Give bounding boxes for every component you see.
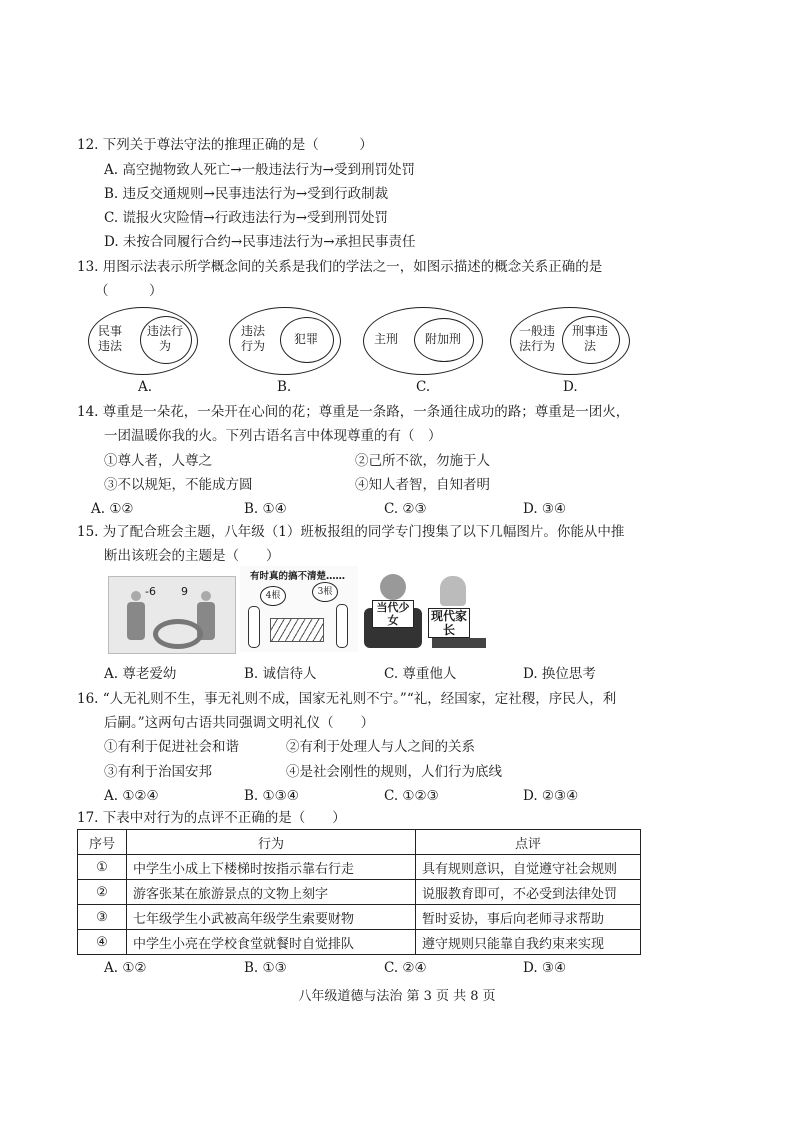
sticks-drawing (270, 618, 324, 642)
q14-item-2: ②己所不欲，勿施于人 (355, 453, 490, 469)
table-row (78, 880, 641, 905)
q14-item-3: ③不以规矩，不能成方圆 (104, 477, 253, 493)
q16-option-a: A. ①②④ (104, 788, 159, 804)
sign-board: 当代少女 (372, 600, 414, 628)
q15-option-c: C. 尊重他人 (384, 666, 457, 682)
q15-stem-cont: 断出该班会的主题是（ ） (104, 548, 280, 564)
header-behavior: 行为 (127, 830, 416, 855)
q15-picture-3 (362, 572, 424, 652)
q15-option-a: A. 尊老爱幼 (104, 666, 177, 682)
picture-caption: 有时真的搞不清楚…… (250, 571, 346, 582)
diagram-c-letter: C. (416, 379, 431, 395)
bench (432, 638, 486, 648)
q12-option-b: B. 违反交通规则→民事违法行为→受到行政制裁 (104, 186, 389, 202)
table-row (78, 905, 641, 930)
diagram-b-letter: B. (277, 379, 292, 395)
diagram-a-letter: A. (138, 379, 153, 395)
row-behavior: 七年级学生小武被高年级学生索要财物 (127, 905, 416, 930)
q14-stem-cont: 一团温暖你我的火。下列古语名言中体现尊重的有（ ） (104, 428, 442, 444)
diagram-a-outer-label: 民事违法 (97, 324, 122, 353)
q14-option-d: D. ③④ (523, 501, 567, 517)
q16-item-4: ④是社会刚性的规则，人们行为底线 (286, 764, 502, 780)
q15-stem: 15. 为了配合班会主题，八年级（1）班板报组的同学专门搜集了以下几幅图片。你能从中推 (77, 524, 625, 540)
q13-stem: 13. 用图示法表示所学概念间的关系是我们的学法之一，如图示描述的概念关系正确的是 (77, 259, 603, 275)
q15-picture-2 (240, 566, 358, 652)
row-comment: 具有规则意识，自觉遵守社会规则 (416, 855, 641, 880)
table-row (78, 855, 641, 880)
q17-option-a: A. ①② (104, 960, 147, 976)
q12-stem: 12. 下列关于尊法守法的推理正确的是（ ） (77, 137, 373, 153)
q17-option-b: B. ①③ (244, 960, 287, 976)
person-figure (248, 606, 260, 648)
header-comment: 点评 (416, 830, 641, 855)
q15-option-d: D. 换位思考 (523, 666, 596, 682)
diagram-c-outer-label: 主刑 (373, 332, 398, 346)
sign-board: 现代家长 (428, 608, 470, 638)
number-label: -6 (145, 585, 156, 598)
q16-stem: 16. “人无礼则不生，事无礼则不成，国家无礼则不宁。”“礼，经国家，定社稷，序民人，利 (77, 691, 617, 707)
row-comment: 说服教育即可，不必受到法律处罚 (416, 880, 641, 905)
digit-shape (153, 619, 203, 649)
q16-item-2: ②有利于处理人与人之间的关系 (286, 739, 475, 755)
page-footer: 八年级道德与法治 第 3 页 共 8 页 (298, 989, 496, 1004)
q14-option-c: C. ②③ (384, 501, 427, 517)
row-comment: 暂时妥协，事后向老师寻求帮助 (416, 905, 641, 930)
q17-stem: 17. 下表中对行为的点评不正确的是（ ） (77, 810, 346, 826)
row-index: ① (78, 855, 127, 880)
row-behavior: 中学生小成上下楼梯时按指示靠右行走 (127, 855, 416, 880)
number-label: 9 (181, 585, 188, 598)
diagram-b-inner-label: 犯罪 (293, 332, 318, 346)
q16-item-3: ③有利于治国安邦 (104, 764, 212, 780)
figure-head (380, 574, 406, 600)
q17-option-c: C. ②④ (384, 960, 427, 976)
diagram-a-inner-label: 违法行为 (146, 324, 183, 353)
table-header-row (78, 830, 641, 855)
q14-item-1: ①尊人者，人尊之 (104, 453, 212, 469)
table-row (78, 930, 641, 955)
q16-item-1: ①有利于促进社会和谐 (104, 739, 239, 755)
q15-picture-4 (426, 576, 488, 652)
header-index: 序号 (78, 830, 127, 855)
row-behavior: 中学生小亮在学校食堂就餐时自觉排队 (127, 930, 416, 955)
q17-option-d: D. ③④ (523, 960, 567, 976)
row-index: ③ (78, 905, 127, 930)
diagram-d-outer-label: 一般违法行为 (518, 324, 555, 353)
q14-item-4: ④知人者智，自知者明 (355, 477, 490, 493)
q14-option-b: B. ①④ (244, 501, 287, 517)
q16-option-c: C. ①②③ (384, 788, 439, 804)
q15-picture-1 (108, 576, 236, 654)
q16-option-b: B. ①③④ (244, 788, 299, 804)
speech-bubble: 3根 (312, 582, 338, 602)
diagram-c-inner-label: 附加刑 (424, 332, 461, 346)
figure-head (440, 576, 466, 606)
diagram-d-inner-label: 刑事违法 (571, 324, 608, 353)
q12-option-d: D. 未按合同履行合约→民事违法行为→承担民事责任 (104, 234, 416, 250)
row-behavior: 游客张某在旅游景点的文物上刻字 (127, 880, 416, 905)
speech-bubble: 4根 (260, 586, 286, 606)
row-index: ④ (78, 930, 127, 955)
q14-option-a: A. ①② (91, 501, 134, 517)
figure-head (131, 591, 141, 601)
person-figure (336, 604, 348, 648)
q17-table (77, 829, 641, 955)
diagram-d-letter: D. (563, 379, 578, 395)
row-index: ② (78, 880, 127, 905)
q16-stem-cont: 后嗣。”这两句古语共同强调文明礼仪（ ） (104, 715, 375, 731)
q16-option-d: D. ②③④ (523, 788, 579, 804)
q12-option-c: C. 谎报火灾险情→行政违法行为→受到刑罚处罚 (104, 210, 389, 226)
row-comment: 遵守规则只能靠自我约束来实现 (416, 930, 641, 955)
q15-option-b: B. 诚信待人 (244, 666, 317, 682)
figure-body (127, 602, 145, 640)
figure-head (201, 591, 211, 601)
q14-stem: 14. 尊重是一朵花，一朵开在心间的花；尊重是一条路，一条通往成功的路；尊重是一团火， (77, 404, 630, 420)
diagram-b-outer-label: 违法行为 (240, 324, 265, 353)
q13-stem-cont: （ ） (95, 283, 163, 299)
q12-option-a: A. 高空抛物致人死亡→一般违法行为→受到刑罚处罚 (104, 162, 415, 178)
